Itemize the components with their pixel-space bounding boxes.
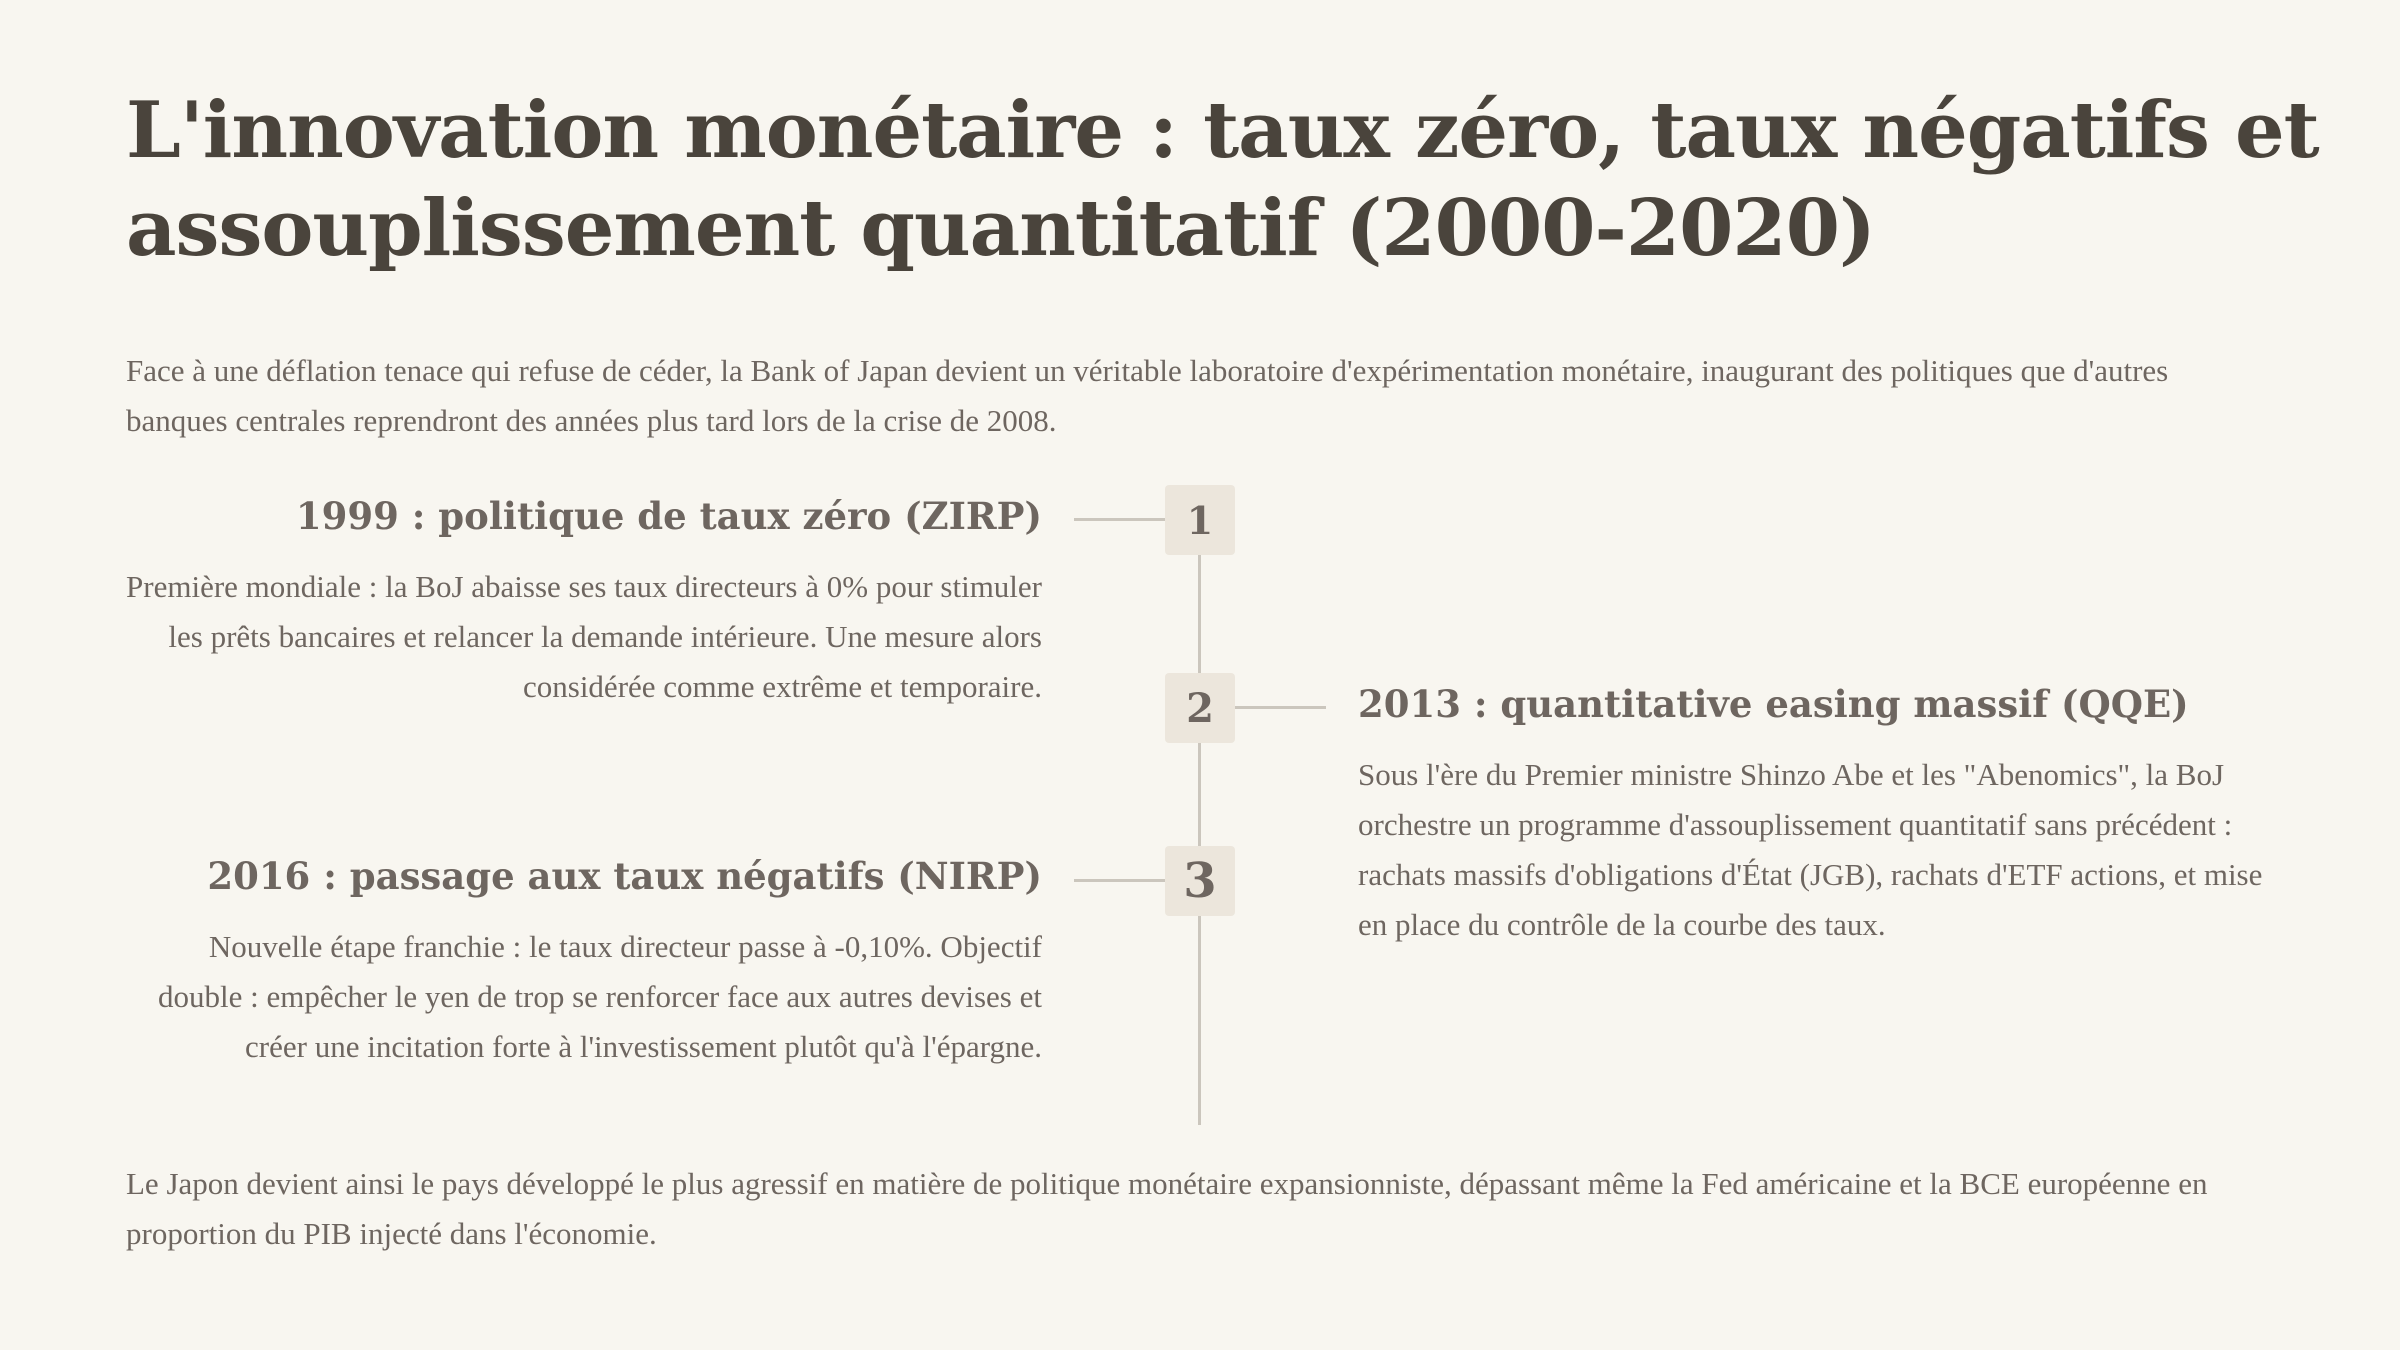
timeline-connector-1 <box>1074 518 1165 521</box>
conclusion-paragraph: Le Japon devient ainsi le pays développé le plus agressif en matière de politique monétaire expansionniste, dépassant même la Fed américaine et la BCE européenne en proportion du PIB injecté dans l'économie. <box>126 1166 2208 1251</box>
event-2-title: 2013 : quantitative easing massif (QQE) <box>1358 682 2189 726</box>
event-1-title: 1999 : politique de taux zéro (ZIRP) <box>295 494 1042 538</box>
event-3-description: Nouvelle étape franchie : le taux directeur passe à -0,10%. Objectif double : empêcher le yen de trop se renforcer face aux autres devises et créer une incitation forte à l'investissement plutôt qu'à l'épargne. <box>158 929 1042 1064</box>
timeline-node-3: 3 <box>1165 846 1235 916</box>
timeline-node-1: 1 <box>1165 485 1235 555</box>
page-title: L'innovation monétaire : taux zéro, taux négatifs et assouplissement quantitatif (2000-2020) <box>126 85 2319 274</box>
timeline-axis <box>1198 520 1201 1125</box>
event-2-description: Sous l'ère du Premier ministre Shinzo Abe et les "Abenomics", la BoJ orchestre un programme d'assouplissement quantitatif sans précédent : rachats massifs d'obligations d'État (JGB), rachats d'ETF actions, et mise en place du contrôle de la courbe des taux. <box>1358 757 2263 942</box>
event-3-title: 2016 : passage aux taux négatifs (NIRP) <box>207 854 1042 898</box>
intro-paragraph: Face à une déflation tenace qui refuse de céder, la Bank of Japan devient un véritable laboratoire d'expérimentation monétaire, inaugurant des politiques que d'autres banques centrales reprendront des années plus tard lors de la crise de 2008. <box>126 353 2169 438</box>
event-1-description: Première mondiale : la BoJ abaisse ses taux directeurs à 0% pour stimuler les prêts bancaires et relancer la demande intérieure. Une mesure alors considérée comme extrême et temporaire. <box>126 569 1042 704</box>
timeline-node-2: 2 <box>1165 673 1235 743</box>
timeline-connector-3 <box>1074 879 1165 882</box>
timeline-connector-2 <box>1235 706 1326 709</box>
